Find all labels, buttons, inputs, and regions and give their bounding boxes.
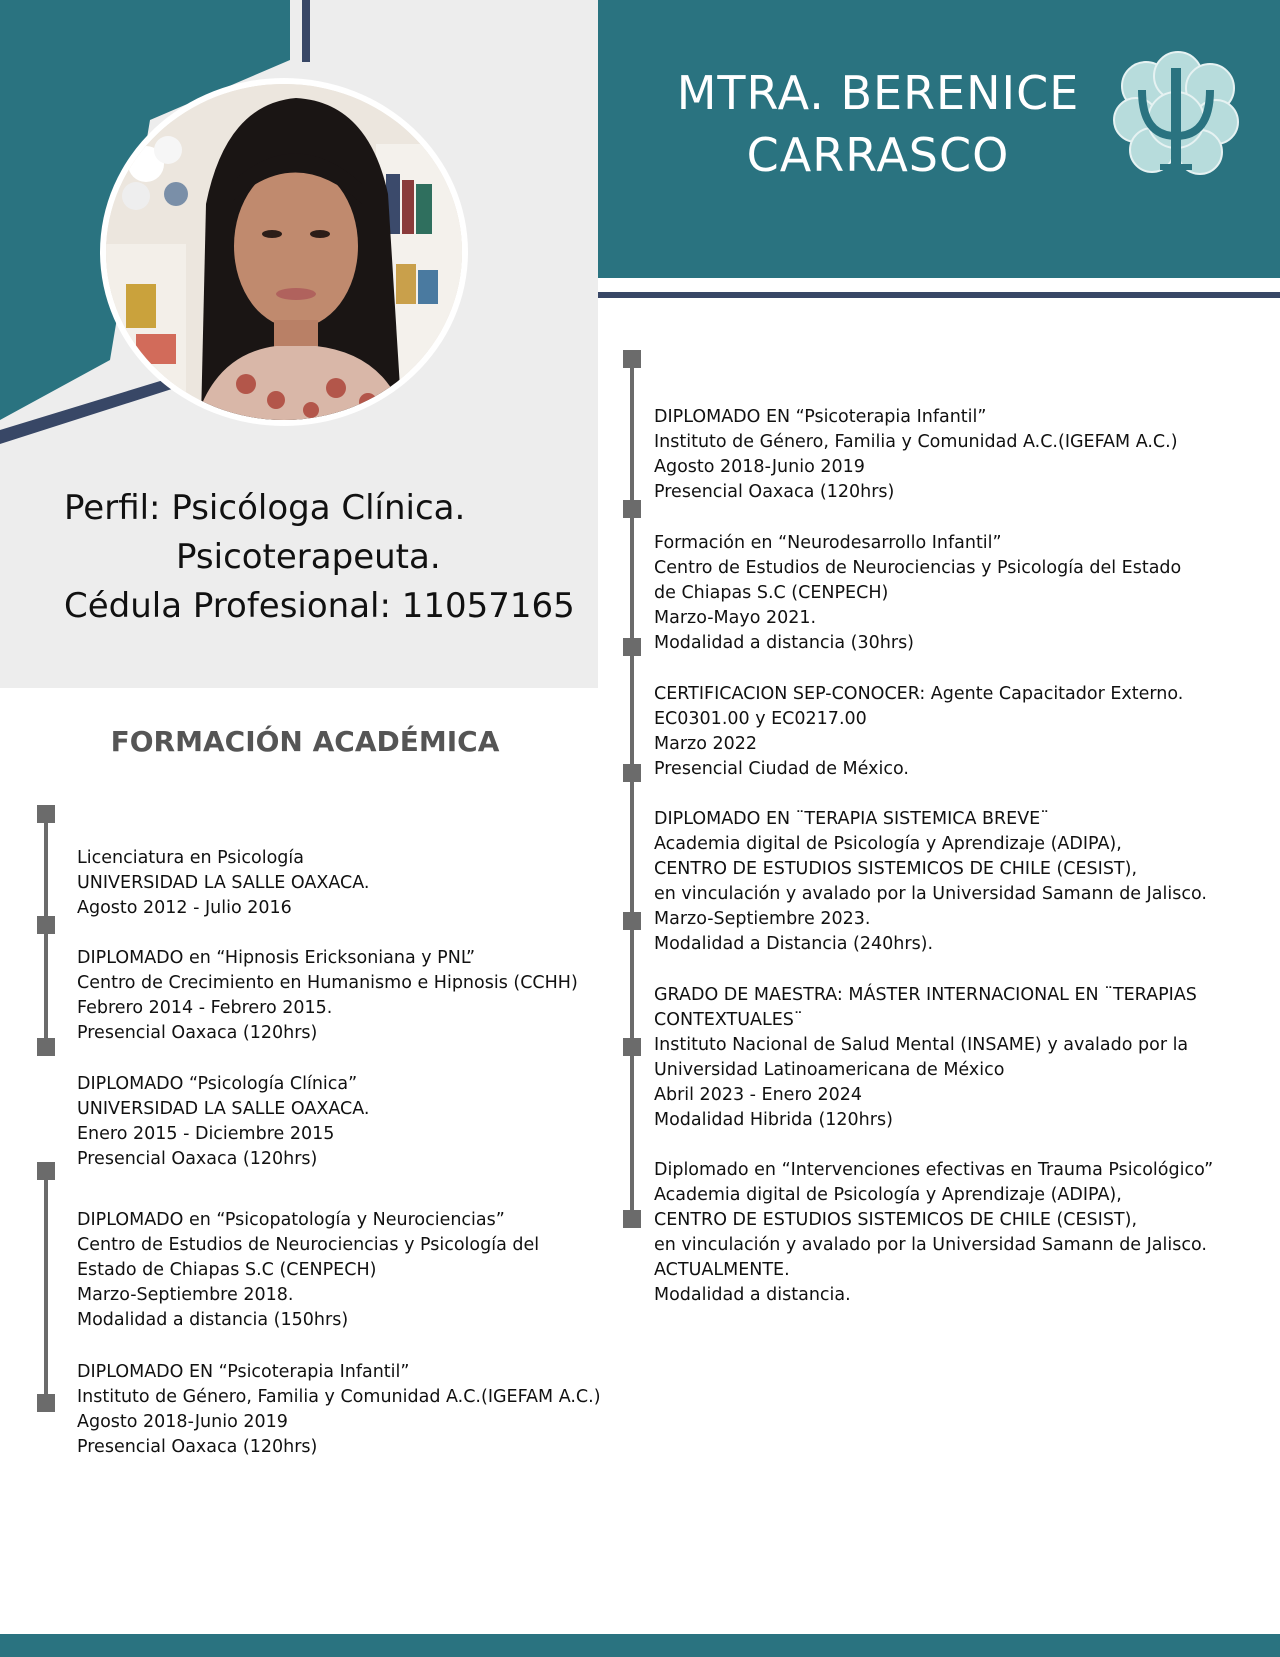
timeline-line (44, 1170, 48, 1402)
timeline-node (37, 1038, 55, 1056)
profile-block (64, 484, 575, 631)
timeline-node (623, 638, 641, 656)
education-entry: DIPLOMADO EN “Psicoterapia Infantil” Instituto de Género, Familia y Comunidad A.C.(IGEFAM A.C.) Agosto 2018-Junio 2019 Presencial Oaxaca (120hrs) (654, 407, 1178, 502)
name-line-2: CARRASCO (746, 128, 1010, 182)
profile-photo (100, 78, 468, 426)
profile-subtitle: Psicoterapeuta. (176, 537, 441, 577)
professional-id: Cédula Profesional: 11057165 (64, 586, 575, 626)
education-entry: Diplomado en “Intervenciones efectivas en Trauma Psicológico” Academia digital de Psicología y Aprendizaje (ADIPA), CENTRO DE ESTUDIOS SISTEMICOS DE CHILE (CESIST), en vinculación y avalado por la Universidad Samann de Jalisco. ACTUALMENTE. Modalidad a distancia. (654, 1160, 1214, 1305)
profile-title: Perfil: Psicóloga Clínica. (64, 488, 466, 528)
education-entry: CERTIFICACION SEP-CONOCER: Agente Capacitador Externo. EC0301.00 y EC0217.00 Marzo 2022 Presencial Ciudad de México. (654, 684, 1184, 779)
education-entry: DIPLOMADO en “Hipnosis Ericksoniana y PNL” Centro de Crecimiento en Humanismo e Hipnosis (CCHH) Febrero 2014 - Febrero 2015. Presencial Oaxaca (120hrs) (77, 948, 578, 1043)
timeline-node (37, 916, 55, 934)
timeline-node (623, 1210, 641, 1228)
footer-bar (0, 1634, 1280, 1657)
name-line-1: MTRA. BERENICE (676, 66, 1080, 120)
timeline-node (623, 350, 641, 368)
section-title: FORMACIÓN ACADÉMICA (110, 725, 500, 758)
timeline-node (37, 1394, 55, 1412)
education-entry: DIPLOMADO EN ¨TERAPIA SISTEMICA BREVE¨ Academia digital de Psicología y Aprendizaje (ADIPA), CENTRO DE ESTUDIOS SISTEMICOS DE CHILE (CESIST), en vinculación y avalado por la Universidad Samann de Jalisco. Marzo-Septiembre 2023. Modalidad a Distancia (240hrs). (654, 809, 1207, 954)
education-entry: DIPLOMADO EN “Psicoterapia Infantil” Instituto de Género, Familia y Comunidad A.C.(IGEFAM A.C.) Agosto 2018-Junio 2019 Presencial Oaxaca (120hrs) (77, 1362, 601, 1457)
timeline-node (623, 912, 641, 930)
timeline-node (623, 1038, 641, 1056)
education-entry: Formación en “Neurodesarrollo Infantil” Centro de Estudios de Neurociencias y Psicología del Estado de Chiapas S.C (CENPECH) Marzo-Mayo 2021. Modalidad a distancia (30hrs) (654, 533, 1182, 653)
timeline-node (623, 500, 641, 518)
timeline-line (630, 356, 634, 1220)
education-entry: GRADO DE MAESTRA: MÁSTER INTERNACIONAL EN ¨TERAPIAS CONTEXTUALES¨ Instituto Nacional de Salud Mental (INSAME) y avalado por la Universidad Latinoamericana de México Abril 2023 - Enero 2024 Modalidad Hibrida (120hrs) (654, 985, 1197, 1130)
timeline-node (37, 805, 55, 823)
psi-brain-logo-icon (1112, 50, 1240, 180)
education-entry: DIPLOMADO “Psicología Clínica” UNIVERSIDAD LA SALLE OAXACA. Enero 2015 - Diciembre 2015 Presencial Oaxaca (120hrs) (77, 1074, 370, 1169)
education-entry: Licenciatura en Psicología UNIVERSIDAD LA SALLE OAXACA. Agosto 2012 - Julio 2016 (77, 848, 370, 918)
person-name (598, 62, 1158, 186)
header-divider (598, 292, 1280, 298)
education-entry: DIPLOMADO en “Psicopatología y Neurociencias” Centro de Estudios de Neurociencias y Psicología del Estado de Chiapas S.C (CENPECH) Marzo-Septiembre 2018. Modalidad a distancia (150hrs) (77, 1210, 540, 1330)
timeline-node (37, 1162, 55, 1180)
timeline-node (623, 764, 641, 782)
